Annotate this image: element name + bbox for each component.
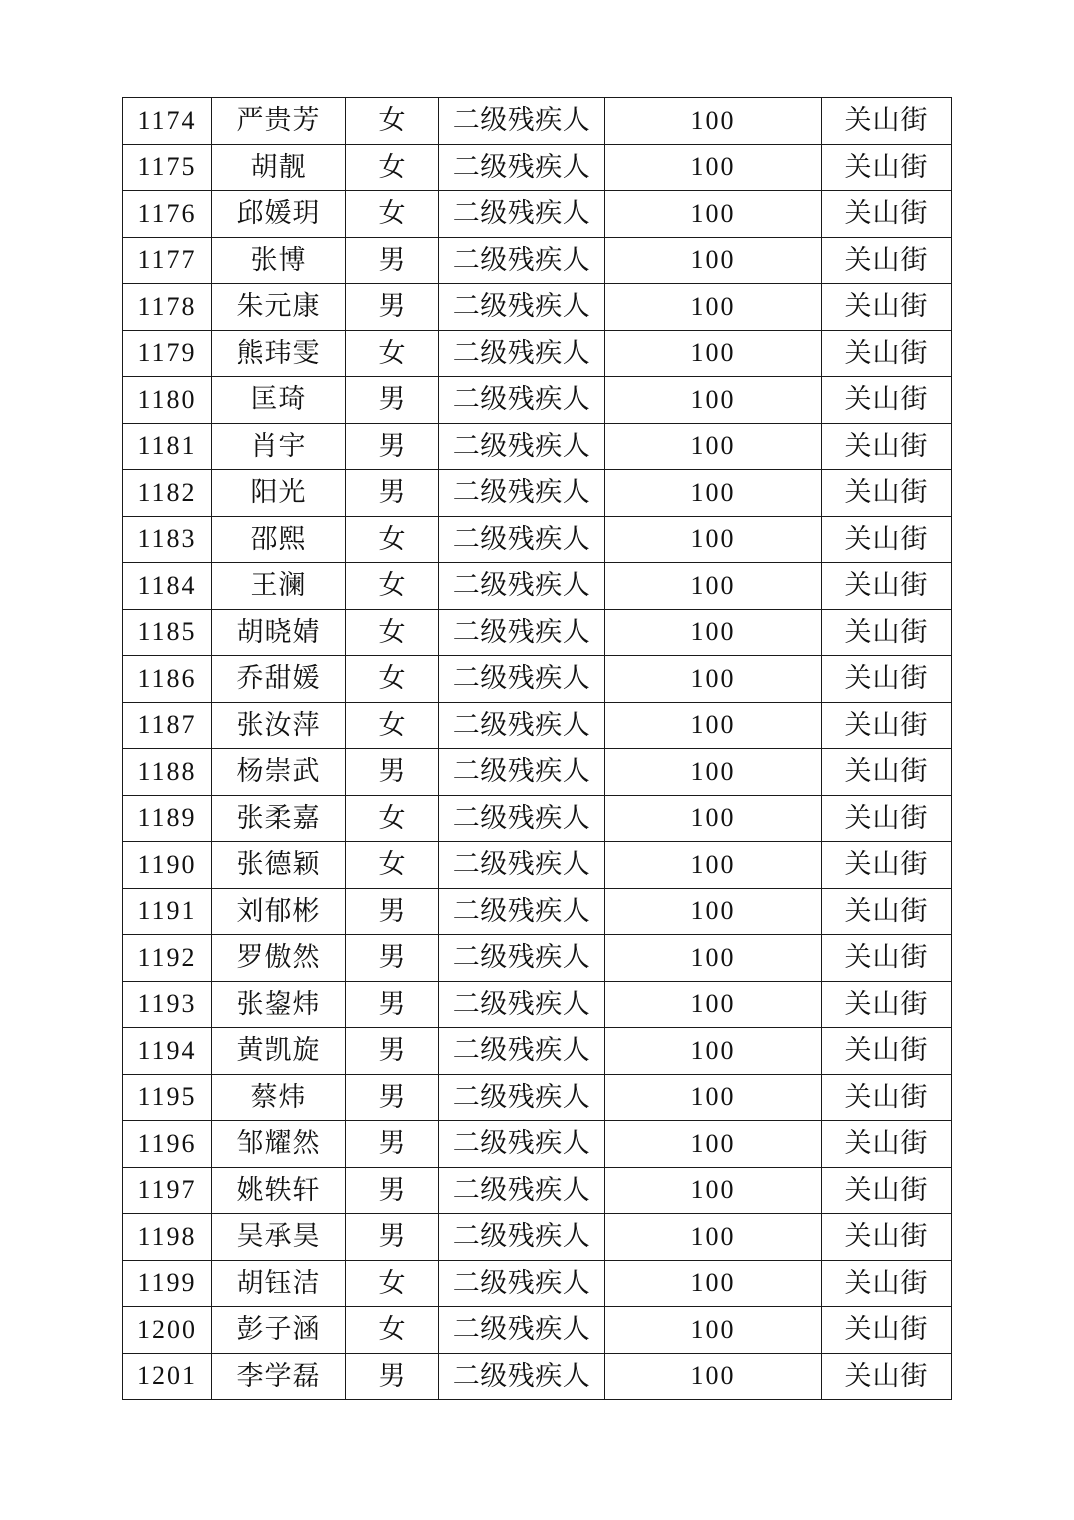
cell-name: 匡琦 (212, 377, 346, 424)
cell-amount: 100 (605, 842, 822, 889)
cell-name: 邹耀然 (212, 1121, 346, 1168)
cell-gender: 女 (346, 516, 439, 563)
cell-gender: 女 (346, 795, 439, 842)
cell-gender: 男 (346, 1074, 439, 1121)
cell-gender: 男 (346, 284, 439, 331)
table-row (123, 1307, 952, 1354)
table-row (123, 1074, 952, 1121)
cell-amount: 100 (605, 749, 822, 796)
cell-serial-number: 1175 (123, 144, 212, 191)
cell-amount: 100 (605, 1353, 822, 1400)
table-row (123, 330, 952, 377)
cell-street: 关山街 (822, 516, 952, 563)
cell-name: 熊玮雯 (212, 330, 346, 377)
cell-amount: 100 (605, 656, 822, 703)
cell-name: 姚轶轩 (212, 1167, 346, 1214)
cell-gender: 男 (346, 1353, 439, 1400)
cell-amount: 100 (605, 981, 822, 1028)
cell-street: 关山街 (822, 191, 952, 238)
cell-gender: 女 (346, 1307, 439, 1354)
table-row (123, 656, 952, 703)
table-row (123, 1260, 952, 1307)
cell-gender: 男 (346, 749, 439, 796)
cell-street: 关山街 (822, 795, 952, 842)
cell-name: 彭子涵 (212, 1307, 346, 1354)
table-row (123, 423, 952, 470)
cell-serial-number: 1188 (123, 749, 212, 796)
cell-gender: 男 (346, 1121, 439, 1168)
table-row (123, 98, 952, 145)
cell-street: 关山街 (822, 330, 952, 377)
cell-serial-number: 1201 (123, 1353, 212, 1400)
cell-gender: 男 (346, 470, 439, 517)
cell-category: 二级残疾人 (439, 749, 605, 796)
cell-serial-number: 1179 (123, 330, 212, 377)
cell-street: 关山街 (822, 749, 952, 796)
cell-gender: 女 (346, 563, 439, 610)
cell-gender: 男 (346, 237, 439, 284)
cell-category: 二级残疾人 (439, 284, 605, 331)
cell-name: 李学磊 (212, 1353, 346, 1400)
cell-category: 二级残疾人 (439, 609, 605, 656)
cell-serial-number: 1193 (123, 981, 212, 1028)
cell-street: 关山街 (822, 842, 952, 889)
cell-name: 胡钰洁 (212, 1260, 346, 1307)
cell-category: 二级残疾人 (439, 470, 605, 517)
cell-amount: 100 (605, 284, 822, 331)
cell-gender: 女 (346, 98, 439, 145)
cell-category: 二级残疾人 (439, 1353, 605, 1400)
cell-amount: 100 (605, 98, 822, 145)
cell-serial-number: 1174 (123, 98, 212, 145)
cell-name: 乔甜媛 (212, 656, 346, 703)
table-row (123, 377, 952, 424)
cell-amount: 100 (605, 423, 822, 470)
table-row (123, 470, 952, 517)
cell-gender: 男 (346, 1028, 439, 1075)
cell-name: 张汝萍 (212, 702, 346, 749)
cell-gender: 男 (346, 1214, 439, 1261)
cell-serial-number: 1199 (123, 1260, 212, 1307)
cell-amount: 100 (605, 702, 822, 749)
cell-category: 二级残疾人 (439, 1167, 605, 1214)
cell-gender: 男 (346, 935, 439, 982)
cell-name: 肖宇 (212, 423, 346, 470)
cell-category: 二级残疾人 (439, 935, 605, 982)
cell-serial-number: 1197 (123, 1167, 212, 1214)
table-row (123, 842, 952, 889)
table-row (123, 1167, 952, 1214)
cell-amount: 100 (605, 1167, 822, 1214)
cell-serial-number: 1198 (123, 1214, 212, 1261)
cell-category: 二级残疾人 (439, 1121, 605, 1168)
cell-amount: 100 (605, 1307, 822, 1354)
cell-serial-number: 1182 (123, 470, 212, 517)
cell-name: 黄凯旋 (212, 1028, 346, 1075)
cell-name: 张德颖 (212, 842, 346, 889)
table-row (123, 284, 952, 331)
cell-serial-number: 1178 (123, 284, 212, 331)
cell-street: 关山街 (822, 1260, 952, 1307)
cell-gender: 女 (346, 842, 439, 889)
cell-street: 关山街 (822, 656, 952, 703)
cell-street: 关山街 (822, 1121, 952, 1168)
cell-amount: 100 (605, 377, 822, 424)
cell-street: 关山街 (822, 981, 952, 1028)
cell-street: 关山街 (822, 144, 952, 191)
cell-serial-number: 1192 (123, 935, 212, 982)
cell-amount: 100 (605, 1260, 822, 1307)
roster-table-body (123, 98, 952, 1400)
cell-street: 关山街 (822, 1307, 952, 1354)
table-row (123, 609, 952, 656)
cell-serial-number: 1191 (123, 888, 212, 935)
cell-name: 邵熙 (212, 516, 346, 563)
cell-serial-number: 1184 (123, 563, 212, 610)
cell-amount: 100 (605, 1214, 822, 1261)
table-row (123, 191, 952, 238)
table-row (123, 795, 952, 842)
cell-amount: 100 (605, 1121, 822, 1168)
cell-gender: 男 (346, 423, 439, 470)
cell-street: 关山街 (822, 1028, 952, 1075)
cell-category: 二级残疾人 (439, 1074, 605, 1121)
table-row (123, 1353, 952, 1400)
cell-serial-number: 1176 (123, 191, 212, 238)
cell-name: 杨崇武 (212, 749, 346, 796)
cell-amount: 100 (605, 237, 822, 284)
cell-gender: 女 (346, 656, 439, 703)
cell-category: 二级残疾人 (439, 1307, 605, 1354)
cell-gender: 女 (346, 191, 439, 238)
table-row (123, 749, 952, 796)
cell-category: 二级残疾人 (439, 1260, 605, 1307)
cell-street: 关山街 (822, 284, 952, 331)
cell-gender: 男 (346, 377, 439, 424)
cell-serial-number: 1195 (123, 1074, 212, 1121)
cell-amount: 100 (605, 935, 822, 982)
table-row (123, 1028, 952, 1075)
table-row (123, 935, 952, 982)
table-row (123, 981, 952, 1028)
cell-street: 关山街 (822, 470, 952, 517)
cell-amount: 100 (605, 563, 822, 610)
cell-serial-number: 1186 (123, 656, 212, 703)
cell-amount: 100 (605, 1028, 822, 1075)
cell-category: 二级残疾人 (439, 842, 605, 889)
cell-street: 关山街 (822, 98, 952, 145)
table-row (123, 1121, 952, 1168)
table-row (123, 1214, 952, 1261)
cell-amount: 100 (605, 330, 822, 377)
cell-name: 朱元康 (212, 284, 346, 331)
cell-category: 二级残疾人 (439, 237, 605, 284)
cell-name: 阳光 (212, 470, 346, 517)
cell-name: 王澜 (212, 563, 346, 610)
cell-serial-number: 1200 (123, 1307, 212, 1354)
cell-category: 二级残疾人 (439, 888, 605, 935)
cell-serial-number: 1190 (123, 842, 212, 889)
cell-street: 关山街 (822, 1214, 952, 1261)
cell-category: 二级残疾人 (439, 98, 605, 145)
cell-name: 邱媛玥 (212, 191, 346, 238)
cell-serial-number: 1181 (123, 423, 212, 470)
cell-gender: 女 (346, 330, 439, 377)
cell-category: 二级残疾人 (439, 144, 605, 191)
table-row (123, 563, 952, 610)
cell-name: 刘郁彬 (212, 888, 346, 935)
cell-gender: 女 (346, 144, 439, 191)
cell-name: 张柔嘉 (212, 795, 346, 842)
cell-street: 关山街 (822, 702, 952, 749)
cell-name: 张鋆炜 (212, 981, 346, 1028)
cell-category: 二级残疾人 (439, 516, 605, 563)
cell-category: 二级残疾人 (439, 656, 605, 703)
cell-serial-number: 1194 (123, 1028, 212, 1075)
cell-category: 二级残疾人 (439, 563, 605, 610)
cell-name: 严贵芳 (212, 98, 346, 145)
cell-amount: 100 (605, 191, 822, 238)
cell-street: 关山街 (822, 237, 952, 284)
cell-street: 关山街 (822, 1074, 952, 1121)
cell-street: 关山街 (822, 1353, 952, 1400)
cell-category: 二级残疾人 (439, 795, 605, 842)
cell-gender: 男 (346, 888, 439, 935)
cell-street: 关山街 (822, 1167, 952, 1214)
cell-amount: 100 (605, 888, 822, 935)
cell-name: 蔡炜 (212, 1074, 346, 1121)
cell-serial-number: 1185 (123, 609, 212, 656)
cell-street: 关山街 (822, 935, 952, 982)
table-row (123, 144, 952, 191)
roster-table (122, 97, 952, 1400)
cell-gender: 女 (346, 702, 439, 749)
cell-serial-number: 1177 (123, 237, 212, 284)
cell-street: 关山街 (822, 888, 952, 935)
cell-category: 二级残疾人 (439, 702, 605, 749)
table-row (123, 516, 952, 563)
cell-gender: 男 (346, 1167, 439, 1214)
cell-name: 胡晓婧 (212, 609, 346, 656)
cell-name: 胡靓 (212, 144, 346, 191)
cell-street: 关山街 (822, 563, 952, 610)
cell-amount: 100 (605, 795, 822, 842)
cell-gender: 女 (346, 1260, 439, 1307)
cell-street: 关山街 (822, 377, 952, 424)
cell-name: 吴承昊 (212, 1214, 346, 1261)
cell-category: 二级残疾人 (439, 191, 605, 238)
cell-category: 二级残疾人 (439, 377, 605, 424)
cell-amount: 100 (605, 516, 822, 563)
cell-serial-number: 1187 (123, 702, 212, 749)
table-row (123, 888, 952, 935)
cell-street: 关山街 (822, 423, 952, 470)
cell-serial-number: 1189 (123, 795, 212, 842)
table-row (123, 702, 952, 749)
cell-serial-number: 1180 (123, 377, 212, 424)
cell-name: 张博 (212, 237, 346, 284)
cell-category: 二级残疾人 (439, 1028, 605, 1075)
cell-amount: 100 (605, 609, 822, 656)
table-row (123, 237, 952, 284)
cell-amount: 100 (605, 144, 822, 191)
cell-category: 二级残疾人 (439, 981, 605, 1028)
cell-amount: 100 (605, 1074, 822, 1121)
cell-category: 二级残疾人 (439, 423, 605, 470)
cell-street: 关山街 (822, 609, 952, 656)
cell-category: 二级残疾人 (439, 1214, 605, 1261)
cell-gender: 女 (346, 609, 439, 656)
cell-name: 罗傲然 (212, 935, 346, 982)
cell-category: 二级残疾人 (439, 330, 605, 377)
cell-serial-number: 1183 (123, 516, 212, 563)
cell-amount: 100 (605, 470, 822, 517)
cell-serial-number: 1196 (123, 1121, 212, 1168)
cell-gender: 男 (346, 981, 439, 1028)
